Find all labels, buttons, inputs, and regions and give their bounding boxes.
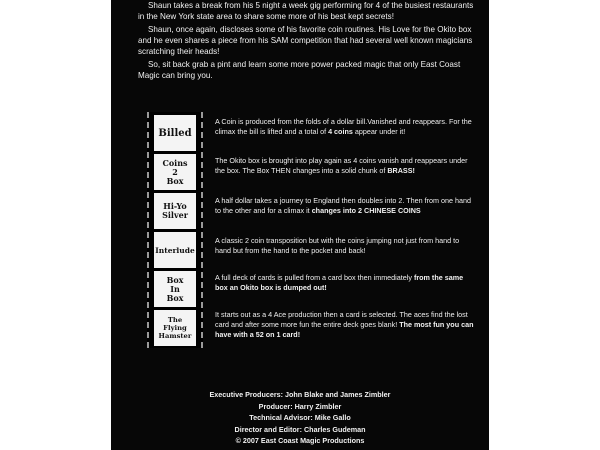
routine-hi-yo-silver-desc: A half dollar takes a journey to England then doubles into 2. Then from one hand to the other and for a climax it changes into 2 CHINESE COINS <box>215 196 471 215</box>
intro-paragraph-1: Shaun takes a break from his 5 night a week gig performing for 4 of the busiest restaurants in the New York state area to share some more of his best kept secrets! <box>138 1 474 21</box>
frame-coins-2-box <box>154 154 196 190</box>
frame-box-in-box <box>154 271 196 307</box>
frame-interlude <box>154 232 196 268</box>
filmstrip <box>147 112 203 348</box>
credit-director: Director and Editor: Charles Gudeman <box>234 424 366 434</box>
frame-title: Billed <box>158 127 192 139</box>
dvd-back-cover <box>111 0 489 450</box>
frame-flying-hamster <box>154 310 196 346</box>
frame-hi-yo-silver <box>154 193 196 229</box>
intro-paragraph-2: Shaun, once again, discloses some of his favorite coin routines. His Love for the Okito box and he even shares a piece from his SAM competition that had several well known magicians scratching their heads! <box>138 25 473 56</box>
credit-executive: Executive Producers: John Blake and James Zimbler <box>209 390 391 399</box>
frame-title: Interlude <box>155 245 195 255</box>
credit-producer: Producer: Harry Zimbler <box>258 401 342 411</box>
frame-title: Hi-Yo Silver <box>162 201 188 220</box>
frame-title: The Flying Hamster <box>158 316 192 340</box>
routine-box-in-box-desc: A full deck of cards is pulled from a card box then immediately from the same box an Okito box is dumped out! <box>215 273 464 292</box>
frame-title: Coins 2 Box <box>162 157 188 186</box>
credit-copyright: © 2007 East Coast Magic Productions <box>235 436 365 445</box>
routine-interlude-desc: A classic 2 coin transposition but with the coins jumping not just from hand to hand but from the hand to the pocket and back! <box>215 236 460 255</box>
intro-text <box>138 0 475 83</box>
routine-flying-hamster-desc: It starts out as a 4 Ace production then a card is selected. The aces find the lost card and after some more fun the entire deck goes blank! The most fun you can have with a 52 on 1 card! <box>215 310 474 339</box>
intro-paragraph-3: So, sit back grab a pint and learn some more power packed magic that only East Coast Magic can bring you. <box>138 60 461 80</box>
frame-title: Box In Box <box>166 274 184 303</box>
credit-advisor: Technical Advisor: Mike Gallo <box>249 413 351 422</box>
credits <box>111 389 489 447</box>
routine-coins-2-box-desc: The Okito box is brought into play again as 4 coins vanish and reappears under the box. The Box THEN changes into a solid chunk of BRASS! <box>215 156 468 175</box>
routine-billed-desc: A Coin is produced from the folds of a dollar bill.Vanished and reappears. For the climax the bill is lifted and a total of 4 coins appear under it! <box>215 117 472 136</box>
frame-billed <box>154 115 196 151</box>
